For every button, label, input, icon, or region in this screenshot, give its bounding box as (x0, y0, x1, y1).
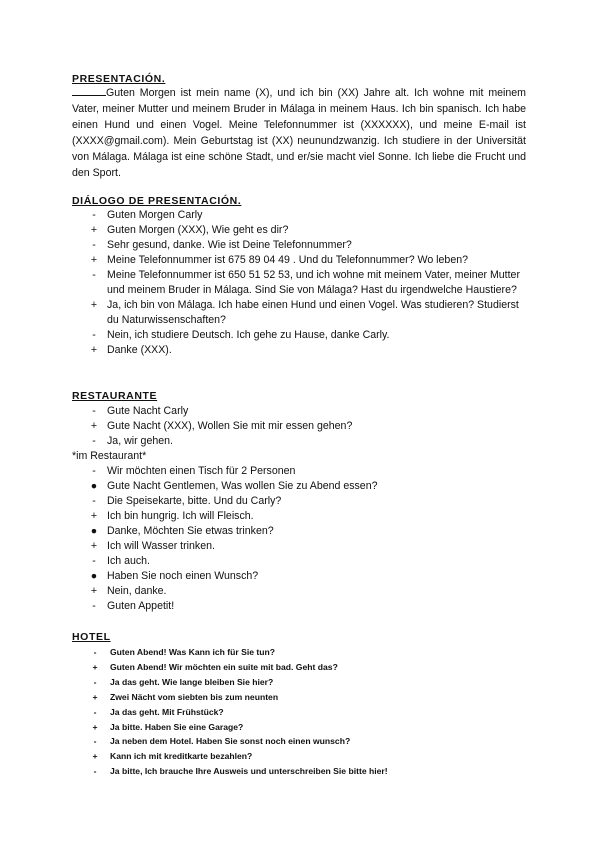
dialog-text: Die Speisekarte, bitte. Und du Carly? (107, 495, 282, 507)
dialog-line (72, 749, 530, 764)
dialog-line (72, 554, 530, 569)
dialog-text: Ja bitte, Ich brauche Ihre Ausweis und unterschreiben Sie bitte hier! (110, 766, 388, 777)
dialog-text: Danke (XXX). (107, 344, 172, 356)
dialog-line (72, 464, 530, 479)
presentacion-paragraph (72, 85, 526, 182)
dialog-marker: - (93, 676, 97, 687)
dialog-marker: - (92, 435, 96, 447)
dialog-line (72, 223, 530, 238)
dialog-line (72, 479, 530, 494)
dialog-marker: - (92, 495, 96, 507)
dialogo-heading: DIÁLOGO DE PRESENTACIÓN. (72, 195, 242, 207)
dialog-text: Sehr gesund, danke. Wie ist Deine Telefonnummer? (107, 239, 352, 251)
dialog-text: Kann ich mit kreditkarte bezahlen? (110, 751, 253, 762)
dialog-line (72, 584, 530, 599)
restaurante-list-a (72, 404, 530, 449)
dialog-line (72, 328, 530, 343)
dialog-line (72, 690, 530, 705)
dialog-text: Ich auch. (107, 555, 150, 567)
dialog-marker: + (92, 721, 98, 732)
dialog-marker: + (92, 691, 98, 702)
dialog-line (72, 253, 530, 268)
dialog-text: Guten Abend! Wir möchten ein suite mit bad. Geht das? (110, 661, 338, 672)
hotel-list (72, 645, 530, 779)
dialog-marker: - (92, 465, 96, 477)
dialog-marker: + (92, 751, 98, 762)
blank-underline (72, 86, 106, 96)
presentacion-heading: PRESENTACIÓN. (72, 73, 166, 85)
dialog-text: Gute Nacht (XXX), Wollen Sie mit mir essen gehen? (107, 420, 353, 432)
dialog-text: Ja, wir gehen. (107, 435, 173, 447)
dialog-text: Ja bitte. Haben Sie eine Garage? (110, 721, 244, 732)
dialog-text: Haben Sie noch einen Wunsch? (107, 570, 259, 582)
presentacion-text: Guten Morgen ist mein name (X), und ich bin (XX) Jahre alt. Ich wohne mit meinem Vater, meiner Mutter und meinem Bruder in Málaga in meinem Haus. Ich bin spanisch. Ich habe einen Hund und einen Vogel. Meine Telefonnummer ist (XXXXXX), und meine E-mail ist (XXXX@gmail.com). Mein Geburtstag ist (XX) neunundzwanzig. Ich studiere in der Universität von Málaga. Málaga ist eine schöne Stadt, und er/sie macht viel Sonne. Ich liebe die Frucht und den Sport. (72, 87, 526, 180)
dialog-line (72, 494, 530, 509)
dialog-text: Meine Telefonnummer ist 675 89 04 49 . Und du Telefonnummer? Wo leben? (107, 254, 468, 266)
dialog-marker: ● (90, 570, 98, 582)
dialogo-list (72, 208, 530, 358)
dialog-line (72, 645, 530, 660)
dialog-line (72, 434, 530, 449)
dialog-text: Ich will Wasser trinken. (107, 540, 215, 552)
dialog-text: Meine Telefonnummer ist 650 51 52 53, und ich wohne mit meinem Vater, meiner Mutter und meinem Bruder in Málaga. Sind Sie von Málaga? Hast du irgendwelche Haustiere? (107, 269, 520, 296)
dialog-text: Wir möchten einen Tisch für 2 Personen (107, 465, 296, 477)
dialog-marker: - (93, 706, 97, 717)
dialog-line (72, 734, 530, 749)
dialog-text: Ja das geht. Mit Frühstück? (110, 706, 224, 717)
dialog-line (72, 208, 530, 223)
dialog-text: Ja neben dem Hotel. Haben Sie sonst noch einen wunsch? (110, 736, 351, 747)
dialog-marker: - (92, 555, 96, 567)
dialog-text: Guten Appetit! (107, 600, 175, 612)
dialog-text: Guten Morgen (XXX), Wie geht es dir? (107, 224, 289, 236)
dialog-line (72, 660, 530, 675)
dialog-marker: + (90, 585, 98, 597)
dialog-marker: + (90, 254, 98, 266)
dialog-marker: ● (90, 525, 98, 537)
dialog-line (72, 720, 530, 735)
dialog-text: Ja das geht. Wie lange bleiben Sie hier? (110, 676, 274, 687)
dialog-line (72, 764, 530, 779)
dialog-text: Nein, ich studiere Deutsch. Ich gehe zu Hause, danke Carly. (107, 329, 390, 341)
dialog-line (72, 509, 530, 524)
dialog-text: Guten Abend! Was Kann ich für Sie tun? (110, 647, 276, 657)
dialog-line (72, 268, 530, 298)
dialog-line (72, 419, 530, 434)
dialog-marker: - (92, 600, 96, 612)
dialog-marker: - (92, 329, 96, 341)
dialog-marker: + (90, 299, 98, 311)
restaurante-list-b (72, 464, 530, 614)
restaurant-note: *im Restaurant* (72, 450, 147, 462)
dialog-text: Ich bin hungrig. Ich will Fleisch. (107, 510, 254, 522)
dialog-marker: + (90, 420, 98, 432)
dialog-text: Gute Nacht Gentlemen, Was wollen Sie zu Abend essen? (107, 480, 378, 492)
dialog-text: Danke, Möchten Sie etwas trinken? (107, 525, 274, 537)
dialog-line (72, 343, 530, 358)
dialog-line (72, 675, 530, 690)
dialog-line (72, 539, 530, 554)
dialog-line (72, 298, 530, 328)
dialog-marker: + (90, 540, 98, 552)
dialog-text: Ja, ich bin von Málaga. Ich habe einen Hund und einen Vogel. Was studieren? Studierst du Naturwissenschaften? (107, 299, 519, 326)
dialog-line (72, 404, 530, 419)
dialog-marker: + (90, 344, 98, 356)
dialog-marker: ● (90, 480, 98, 492)
hotel-heading: HOTEL (72, 631, 111, 643)
dialog-line (72, 569, 530, 584)
dialog-text: Gute Nacht Carly (107, 405, 189, 417)
dialog-marker: - (92, 269, 96, 281)
dialog-line (72, 599, 530, 614)
dialog-line (72, 524, 530, 539)
dialog-marker: - (93, 766, 97, 777)
dialog-marker: - (93, 736, 97, 747)
dialog-marker: - (92, 405, 96, 417)
dialog-marker: + (90, 224, 98, 236)
dialog-line (72, 705, 530, 720)
dialog-marker: - (92, 239, 96, 251)
restaurante-heading: RESTAURANTE (72, 390, 158, 402)
dialog-marker: + (92, 661, 98, 672)
dialog-text: Zwei Nächt vom siebten bis zum neunten (110, 691, 279, 702)
dialog-line (72, 238, 530, 253)
dialog-marker: - (92, 209, 96, 221)
dialog-marker: + (90, 510, 98, 522)
dialog-marker: - (93, 647, 97, 657)
dialog-text: Nein, danke. (107, 585, 167, 597)
dialog-text: Guten Morgen Carly (107, 209, 203, 221)
